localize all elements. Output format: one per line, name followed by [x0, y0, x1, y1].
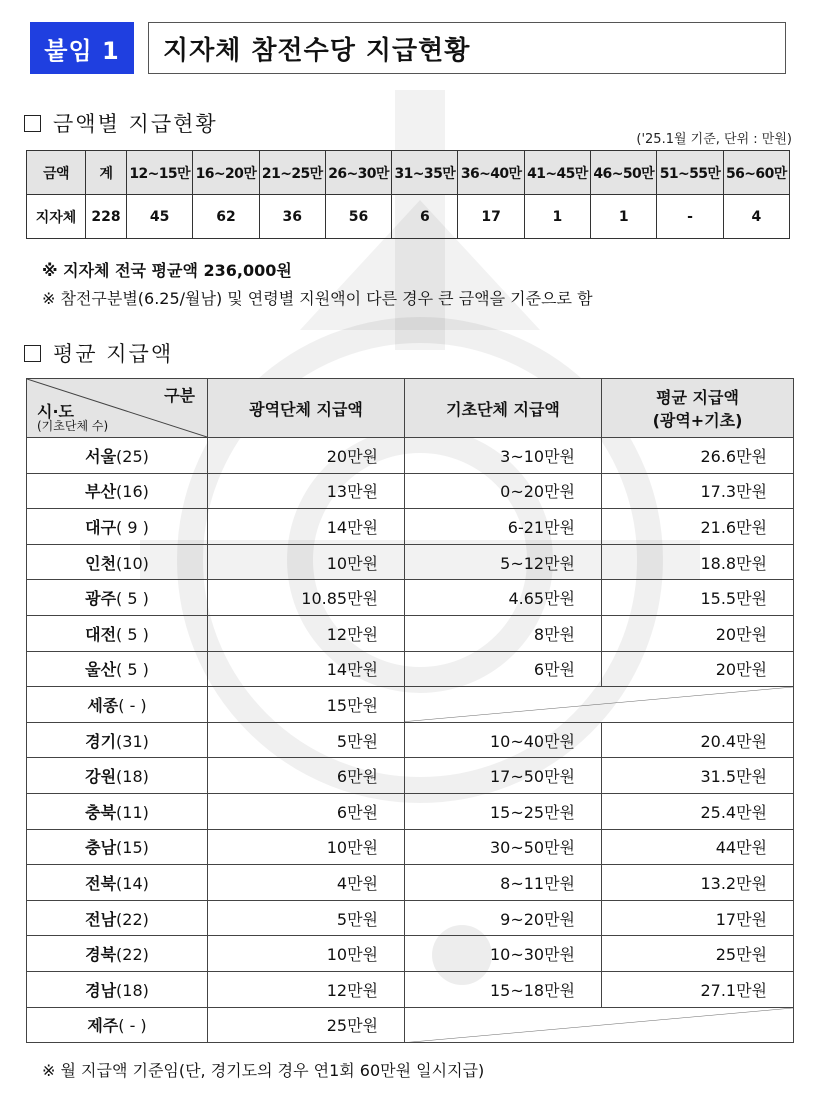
table-row — [27, 900, 794, 936]
basic-amount-cell: 5~12만원 — [405, 544, 602, 580]
basic-amount-cell: 3~10만원 — [405, 438, 602, 474]
average-payment-table — [26, 378, 794, 1043]
wide-amount-cell: 6만원 — [208, 793, 405, 829]
table-header-row: 금액 계 12~15만 16~20만 21~25만 26~30만 31~35만 36~40만 41~45만 46~50만 51~55만 56~60만 — [27, 151, 790, 195]
region-cell: 경기(31) — [27, 722, 208, 758]
wide-amount-cell: 10.85만원 — [208, 580, 405, 616]
average-amount-cell: 20.4만원 — [602, 722, 794, 758]
region-cell: 대전( 5 ) — [27, 615, 208, 651]
region-cell: 경북(22) — [27, 936, 208, 972]
region-cell: 제주( - ) — [27, 1007, 208, 1043]
slash-divider — [405, 1008, 793, 1043]
region-cell: 세종( - ) — [27, 687, 208, 723]
basic-amount-cell: 6만원 — [405, 651, 602, 687]
wide-amount-cell: 10만원 — [208, 829, 405, 865]
slash-divider — [405, 687, 793, 722]
region-cell: 충북(11) — [27, 793, 208, 829]
basic-amount-cell: 15~18만원 — [405, 971, 602, 1007]
region-cell: 강원(18) — [27, 758, 208, 794]
table-row — [27, 758, 794, 794]
basic-amount-cell: 8~11만원 — [405, 865, 602, 901]
region-cell: 광주( 5 ) — [27, 580, 208, 616]
region-cell: 충남(15) — [27, 829, 208, 865]
footer-note: ※ 월 지급액 기준임(단, 경기도의 경우 연1회 60만원 일시지급) — [42, 1061, 485, 1080]
wide-amount-cell: 14만원 — [208, 651, 405, 687]
wide-amount-cell: 20만원 — [208, 438, 405, 474]
wide-amount-cell: 25만원 — [208, 1007, 405, 1043]
wide-amount-cell: 10만원 — [208, 936, 405, 972]
table-row — [27, 1007, 794, 1043]
average-amount-cell: 13.2만원 — [602, 865, 794, 901]
table-row: 지자체 228 45 62 36 56 6 17 1 1 - 4 — [27, 195, 790, 239]
average-amount-cell: 25만원 — [602, 936, 794, 972]
basic-amount-cell: 6-21만원 — [405, 509, 602, 545]
document-title: 지자체 참전수당 지급현황 — [148, 22, 786, 74]
table-row — [27, 865, 794, 901]
table-row — [27, 615, 794, 651]
region-cell: 울산( 5 ) — [27, 651, 208, 687]
square-bullet-icon — [24, 345, 41, 362]
empty-slash-cell — [405, 687, 794, 723]
average-amount-cell: 21.6만원 — [602, 509, 794, 545]
unit-note: ('25.1월 기준, 단위 : 만원) — [636, 132, 792, 147]
wide-amount-cell: 5만원 — [208, 722, 405, 758]
region-cell: 부산(16) — [27, 473, 208, 509]
table-row — [27, 509, 794, 545]
wide-amount-cell: 10만원 — [208, 544, 405, 580]
section-heading-amount: 금액별 지급현황 — [24, 108, 218, 138]
amount-distribution-table — [26, 150, 790, 239]
square-bullet-icon — [24, 115, 41, 132]
table-row — [27, 687, 794, 723]
basic-amount-cell: 15~25만원 — [405, 793, 602, 829]
national-average-note: ※ 지자체 전국 평균액 236,000원 — [42, 261, 292, 280]
basic-amount-cell: 17~50만원 — [405, 758, 602, 794]
table-row — [27, 651, 794, 687]
table-row — [27, 473, 794, 509]
table-row — [27, 971, 794, 1007]
region-cell: 전북(14) — [27, 865, 208, 901]
wide-amount-cell: 4만원 — [208, 865, 405, 901]
basic-amount-cell: 10~30만원 — [405, 936, 602, 972]
basic-amount-cell: 9~20만원 — [405, 900, 602, 936]
wide-amount-cell: 15만원 — [208, 687, 405, 723]
wide-amount-cell: 12만원 — [208, 971, 405, 1007]
average-amount-cell: 44만원 — [602, 829, 794, 865]
corner-header-cell: 구분 시·도 (기초단체 수) — [27, 379, 208, 438]
empty-slash-cell — [405, 1007, 794, 1043]
average-amount-cell: 15.5만원 — [602, 580, 794, 616]
basic-amount-cell: 0~20만원 — [405, 473, 602, 509]
region-cell: 전남(22) — [27, 900, 208, 936]
col-header-average: 평균 지급액 (광역+기초) — [602, 379, 794, 438]
average-amount-cell: 18.8만원 — [602, 544, 794, 580]
region-cell: 대구( 9 ) — [27, 509, 208, 545]
table-row — [27, 829, 794, 865]
average-amount-cell: 25.4만원 — [602, 793, 794, 829]
region-cell: 서울(25) — [27, 438, 208, 474]
table-row — [27, 936, 794, 972]
table-row — [27, 793, 794, 829]
table-row — [27, 722, 794, 758]
table-row — [27, 438, 794, 474]
table-row — [27, 544, 794, 580]
col-header-basic: 기초단체 지급액 — [405, 379, 602, 438]
average-amount-cell: 20만원 — [602, 615, 794, 651]
region-cell: 경남(18) — [27, 971, 208, 1007]
wide-amount-cell: 14만원 — [208, 509, 405, 545]
average-amount-cell: 26.6만원 — [602, 438, 794, 474]
basic-amount-cell: 8만원 — [405, 615, 602, 651]
document-header — [30, 22, 786, 74]
average-amount-cell: 20만원 — [602, 651, 794, 687]
average-amount-cell: 17만원 — [602, 900, 794, 936]
wide-amount-cell: 5만원 — [208, 900, 405, 936]
wide-amount-cell: 13만원 — [208, 473, 405, 509]
table-header-row — [27, 379, 794, 438]
basic-amount-cell: 10~40만원 — [405, 722, 602, 758]
wide-amount-cell: 6만원 — [208, 758, 405, 794]
wide-amount-cell: 12만원 — [208, 615, 405, 651]
average-amount-cell: 31.5만원 — [602, 758, 794, 794]
basic-amount-cell: 4.65만원 — [405, 580, 602, 616]
average-amount-cell: 27.1만원 — [602, 971, 794, 1007]
table-row — [27, 580, 794, 616]
basic-amount-cell: 30~50만원 — [405, 829, 602, 865]
attachment-badge: 붙임 1 — [30, 22, 134, 74]
average-amount-cell: 17.3만원 — [602, 473, 794, 509]
criteria-note: ※ 참전구분별(6.25/월남) 및 연령별 지원액이 다른 경우 큰 금액을 기준으로 함 — [42, 289, 593, 308]
region-cell: 인천(10) — [27, 544, 208, 580]
section-heading-average: 평균 지급액 — [24, 338, 173, 368]
col-header-wide: 광역단체 지급액 — [208, 379, 405, 438]
